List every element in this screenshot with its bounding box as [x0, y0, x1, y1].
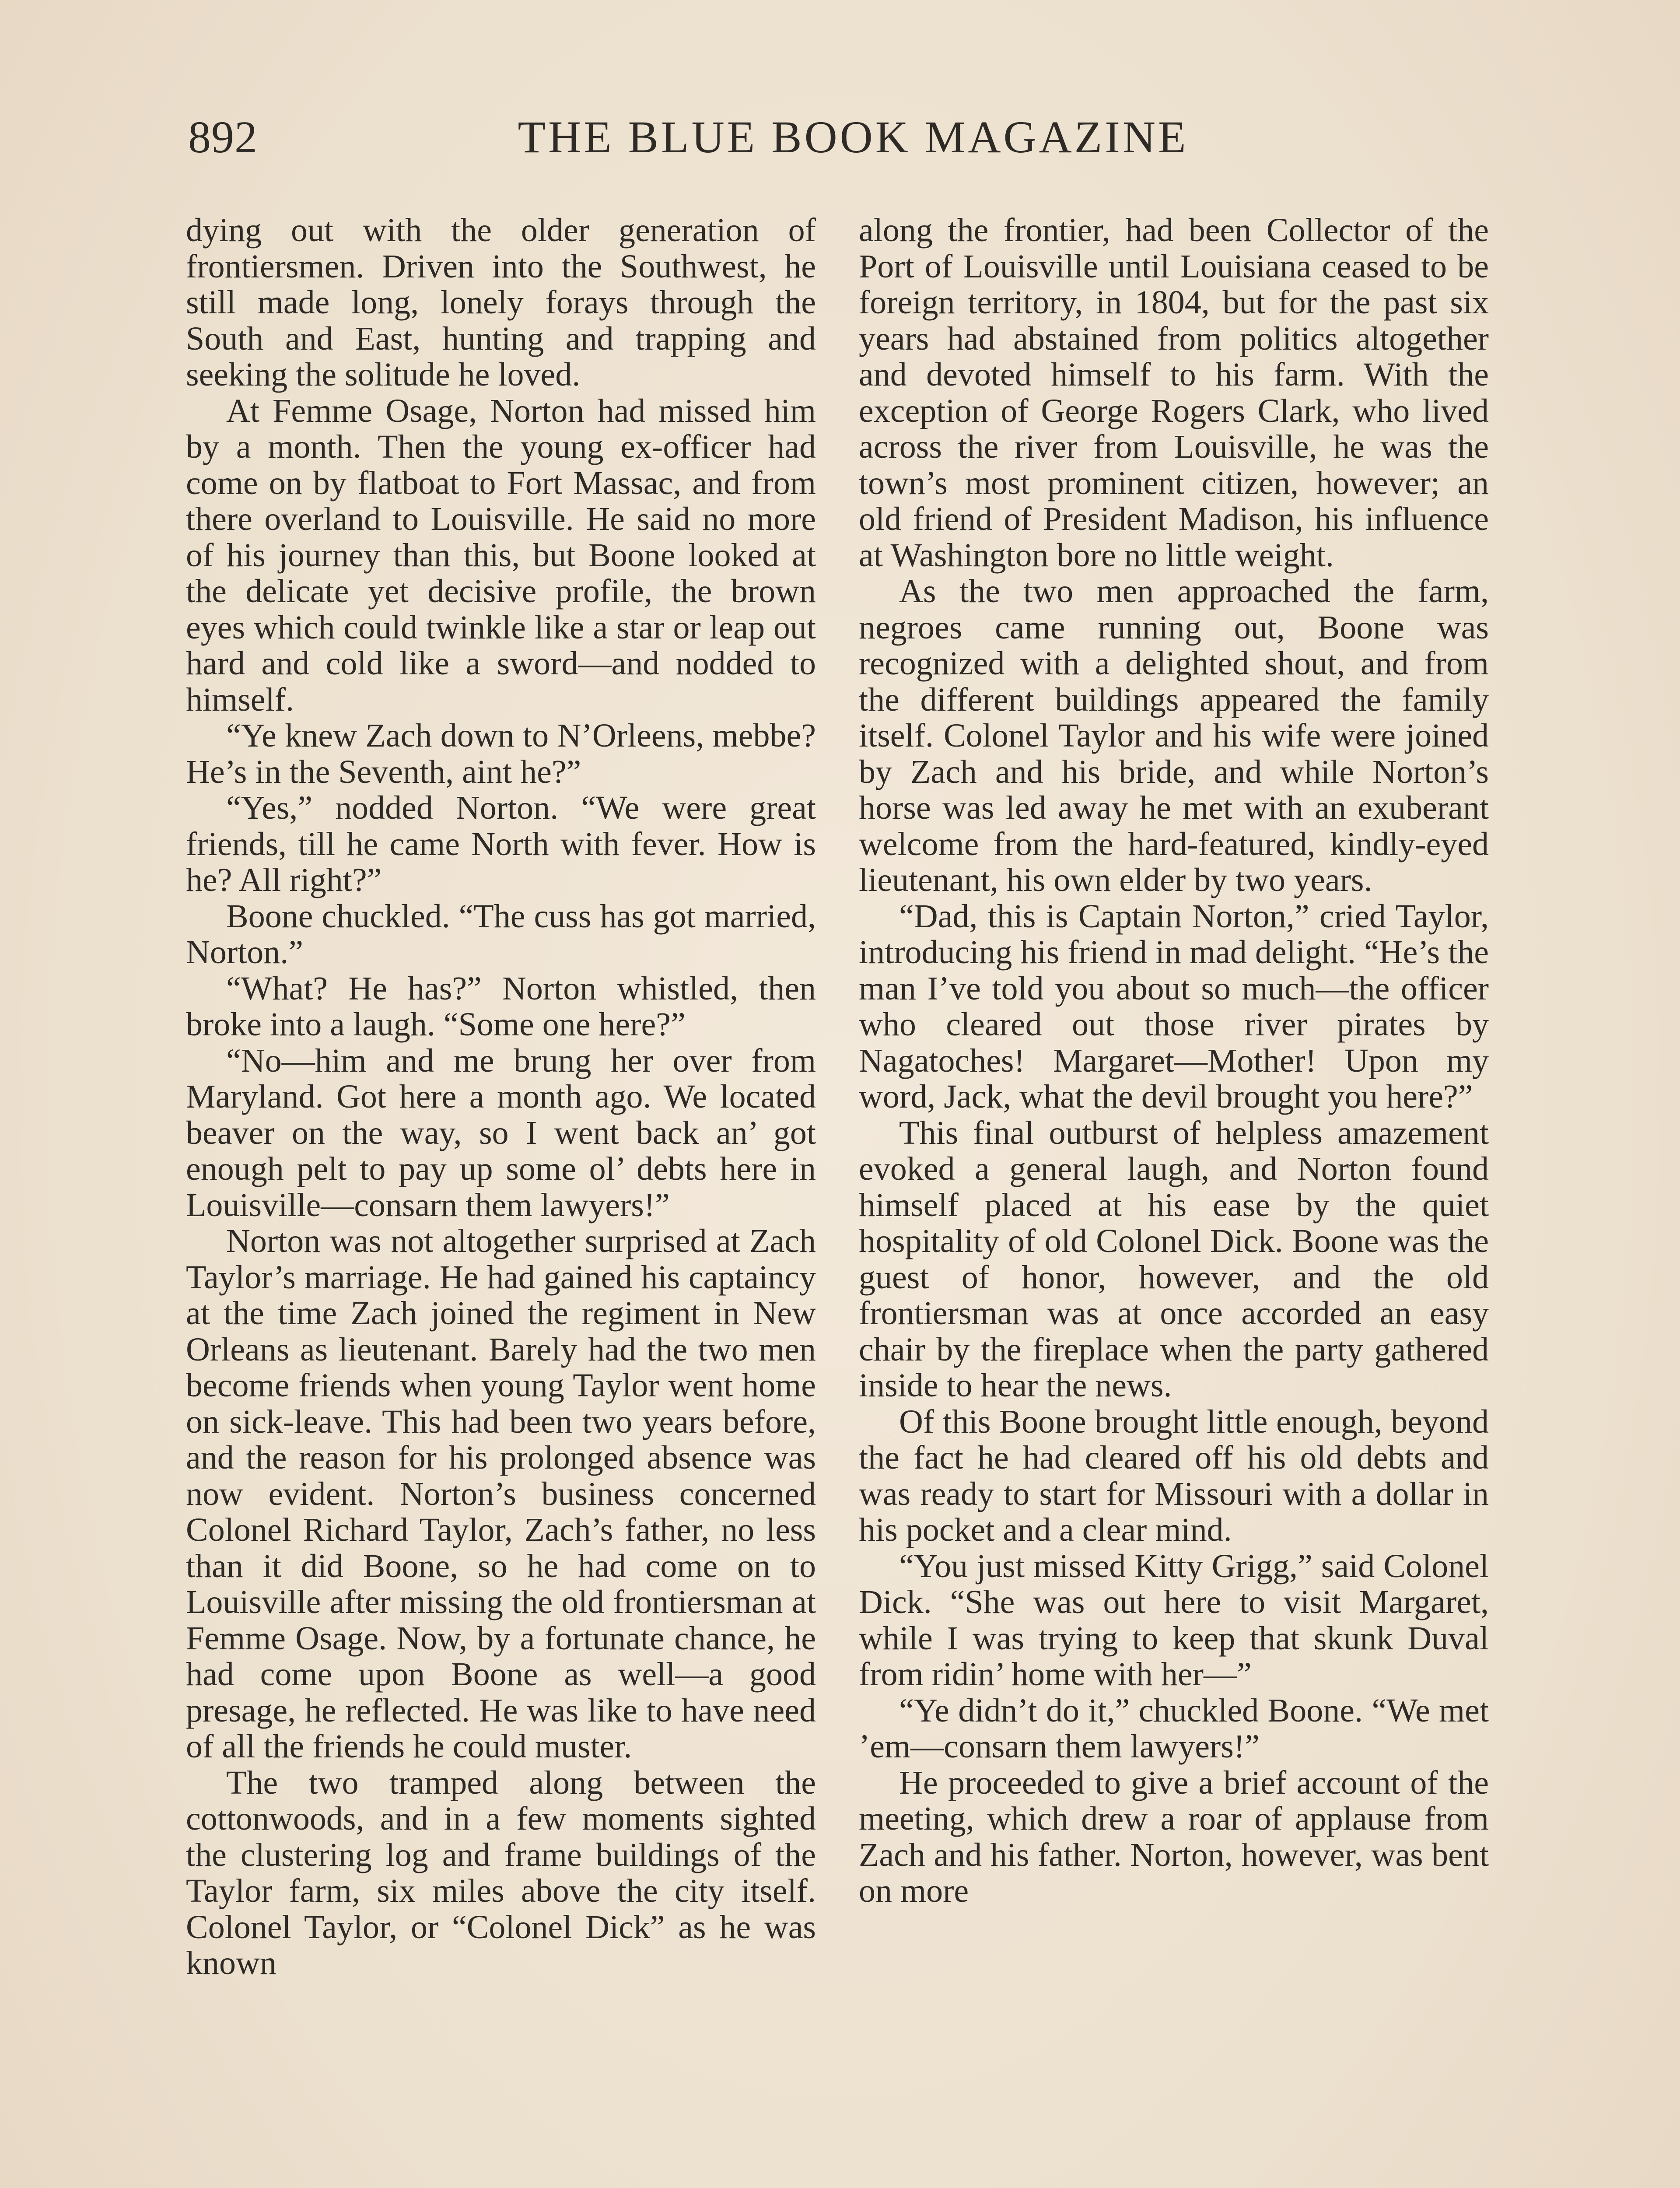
- running-head: THE BLUE BOOK MAGAZINE: [518, 112, 1189, 162]
- paragraph: “Dad, this is Captain Norton,” cried Taylor, introducing his friend in mad delight. “He’s the man I’ve told you about so much—the officer who cleared out those river pirates by Nagatoches! Margaret—Mother! Upon my word, Jack, what the devil brought you here?”: [859, 898, 1489, 1115]
- paragraph: “Ye knew Zach down to N’Orleens, mebbe? He’s in the Seventh, aint he?”: [186, 717, 816, 790]
- paragraph: Boone chuckled. “The cuss has got married, Norton.”: [186, 898, 816, 971]
- paragraph: “Yes,” nodded Norton. “We were great friends, till he came North with fever. How is he? All right?”: [186, 789, 816, 898]
- paragraph: “No—him and me brung her over from Maryland. Got here a month ago. We located beaver on the way, so I went back an’ got enough pelt to pay up some ol’ debts here in Louisville—consarn them lawyers!”: [186, 1042, 816, 1224]
- paragraph: The two tramped along between the cottonwoods, and in a few moments sighted the clustering log and frame buildings of the Taylor farm, six miles above the city itself. Colonel Taylor, or “Colonel Dick” as he was known: [186, 1764, 816, 1981]
- paragraph: He proceeded to give a brief account of the meeting, which drew a roar of applause from Zach and his father. Norton, however, was bent on more: [859, 1764, 1489, 1909]
- paragraph: dying out with the older generation of frontiersmen. Driven into the Southwest, he still made long, lonely forays through the South and East, hunting and trapping and seeking the solitude he loved.: [186, 212, 816, 393]
- paragraph: “You just missed Kitty Grigg,” said Colonel Dick. “She was out here to visit Margaret, while I was trying to keep that skunk Duval from ridin’ home with her—”: [859, 1547, 1489, 1693]
- right-column: [859, 212, 1489, 1909]
- paragraph: Of this Boone brought little enough, beyond the fact he had cleared off his old debts and was ready to start for Missouri with a dollar in his pocket and a clear mind.: [859, 1403, 1489, 1548]
- paragraph: Norton was not altogether surprised at Zach Taylor’s marriage. He had gained his captaincy at the time Zach joined the regiment in New Orleans as lieutenant. Barely had the two men become friends when young Taylor went home on sick-leave. This had been two years before, and the reason for his prolonged absence was now evident. Norton’s business concerned Colonel Richard Taylor, Zach’s father, no less than it did Boone, so he had come on to Louisville after missing the old frontiersman at Femme Osage. Now, by a fortunate chance, he had come upon Boone as well—a good presage, he reflected. He was like to have need of all the friends he could muster.: [186, 1223, 816, 1765]
- paragraph: “Ye didn’t do it,” chuckled Boone. “We met ’em—consarn them lawyers!”: [859, 1692, 1489, 1765]
- paragraph: This final outburst of helpless amazement evoked a general laugh, and Norton found himself placed at his ease by the quiet hospitality of old Colonel Dick. Boone was the guest of honor, however, and the old frontiersman was at once accorded an easy chair by the fireplace when the party gathered inside to hear the news.: [859, 1114, 1489, 1404]
- paragraph: “What? He has?” Norton whistled, then broke into a laugh. “Some one here?”: [186, 970, 816, 1043]
- left-column: [186, 212, 816, 1981]
- paragraph: along the frontier, had been Collector of the Port of Louisville until Louisiana ceased to be foreign territory, in 1804, but for the past six years had abstained from politics altogether and devoted himself to his farm. With the exception of George Rogers Clark, who lived across the river from Louisville, he was the town’s most prominent citizen, however; an old friend of President Madison, his influence at Washington bore no little weight.: [859, 212, 1489, 574]
- paragraph: At Femme Osage, Norton had missed him by a month. Then the young ex-officer had come on by flatboat to Fort Massac, and from there overland to Louisville. He said no more of his journey than this, but Boone looked at the delicate yet decisive profile, the brown eyes which could twinkle like a star or leap out hard and cold like a sword—and nodded to himself.: [186, 392, 816, 718]
- paragraph: As the two men approached the farm, negroes came running out, Boone was recognized with a delighted shout, and from the different buildings appeared the family itself. Colonel Taylor and his wife were joined by Zach and his bride, and while Norton’s horse was led away he met with an exuberant welcome from the hard-featured, kindly-eyed lieutenant, his own elder by two years.: [859, 573, 1489, 898]
- page-number: 892: [188, 112, 258, 162]
